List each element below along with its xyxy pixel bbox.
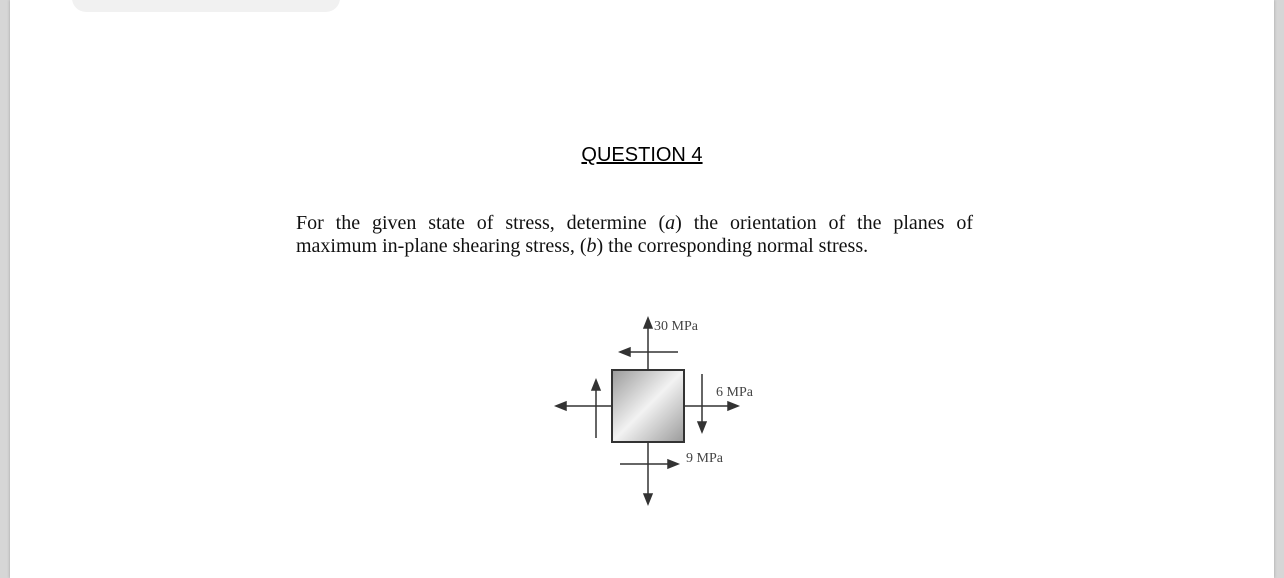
question-part-b-letter: b bbox=[586, 235, 597, 257]
question-line-1 bbox=[296, 212, 973, 235]
label-9-mpa: 9 MPa bbox=[686, 451, 723, 466]
right-shear-arrow bbox=[698, 374, 706, 432]
left-normal-stress-arrow bbox=[556, 402, 612, 410]
question-part-a-letter: a bbox=[665, 212, 676, 234]
top-shear-arrow bbox=[620, 348, 678, 356]
label-6-mpa: 6 MPa bbox=[716, 385, 753, 400]
bottom-shear-arrow bbox=[620, 460, 678, 468]
question-line-1-part-b: ) the orientation of the planes of bbox=[675, 212, 973, 234]
top-normal-stress-arrow bbox=[644, 318, 652, 370]
stress-element bbox=[612, 370, 684, 442]
right-normal-stress-arrow bbox=[684, 402, 738, 410]
left-shear-arrow bbox=[592, 380, 600, 438]
question-line-1-part-a: For the given state of stress, determine ( bbox=[296, 212, 666, 234]
question-line-2-part-c: ) the corresponding normal stress. bbox=[596, 235, 869, 257]
toolbar-pill bbox=[72, 0, 340, 12]
question-title: QUESTION 4 bbox=[581, 144, 703, 166]
label-30-mpa: 30 MPa bbox=[654, 319, 698, 334]
document-page bbox=[10, 0, 1274, 578]
question-text bbox=[296, 212, 973, 258]
bottom-normal-stress-arrow bbox=[644, 442, 652, 504]
question-line-2 bbox=[296, 235, 973, 258]
stress-element-diagram bbox=[540, 310, 780, 510]
question-line-2-part-a: maximum in-plane shearing stress, ( bbox=[296, 235, 587, 257]
